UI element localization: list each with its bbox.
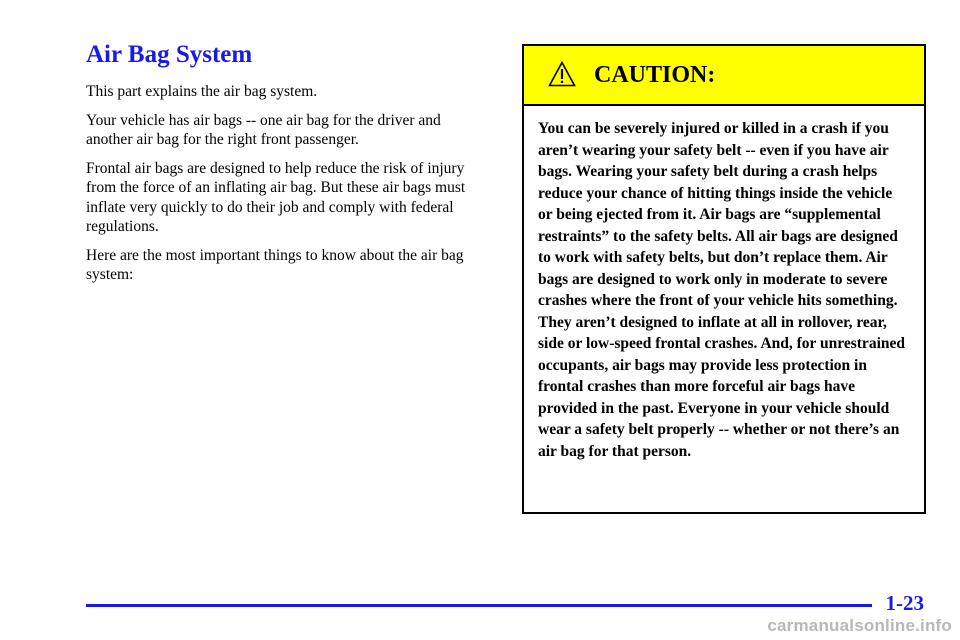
watermark: carmanualsonline.info	[767, 616, 952, 635]
important-things-paragraph: Here are the most important things to know about the air bag system:	[86, 246, 464, 283]
caution-header	[524, 46, 924, 106]
air-bags-paragraph: Your vehicle has air bags -- one air bag for the driver and another air bag for the right front passenger.	[86, 111, 441, 148]
left-column	[86, 40, 486, 294]
caution-text: You can be severely injured or killed in a crash if you aren’t wearing your safety belt -- even if you have air bags. Wearing your safety belt during a crash helps reduce your chance of hitting things inside the vehicle or being ejected from it. Air bags are “supplemental restraints” to the safety belts. All air bags are designed to work with safety belts, but don’t replace them. Air bags are designed to work only in moderate to severe crashes where the front of your vehicle hits something. They aren’t designed to inflate at all in rollover, rear, side or low-speed frontal crashes. And, for unrestrained occupants, air bags may provide less protection in frontal crashes than more forceful air bags have provided in the past. Everyone in your vehicle should wear a safety belt properly -- whether or not there’s an air bag for that person.	[538, 120, 905, 460]
page-number: 1-23	[885, 591, 924, 615]
frontal-air-bags-paragraph: Frontal air bags are designed to help reduce the risk of injury from the force of an inflating air bag. But these air bags must inflate very quickly to do their job and comply with federal regulations.	[86, 159, 466, 235]
caution-box	[522, 44, 926, 514]
intro-paragraph: This part explains the air bag system.	[86, 83, 318, 100]
warning-triangle-icon	[548, 61, 576, 87]
section-title: Air Bag System	[86, 41, 253, 68]
caution-label: CAUTION:	[594, 62, 716, 88]
footer-rule	[86, 604, 872, 607]
